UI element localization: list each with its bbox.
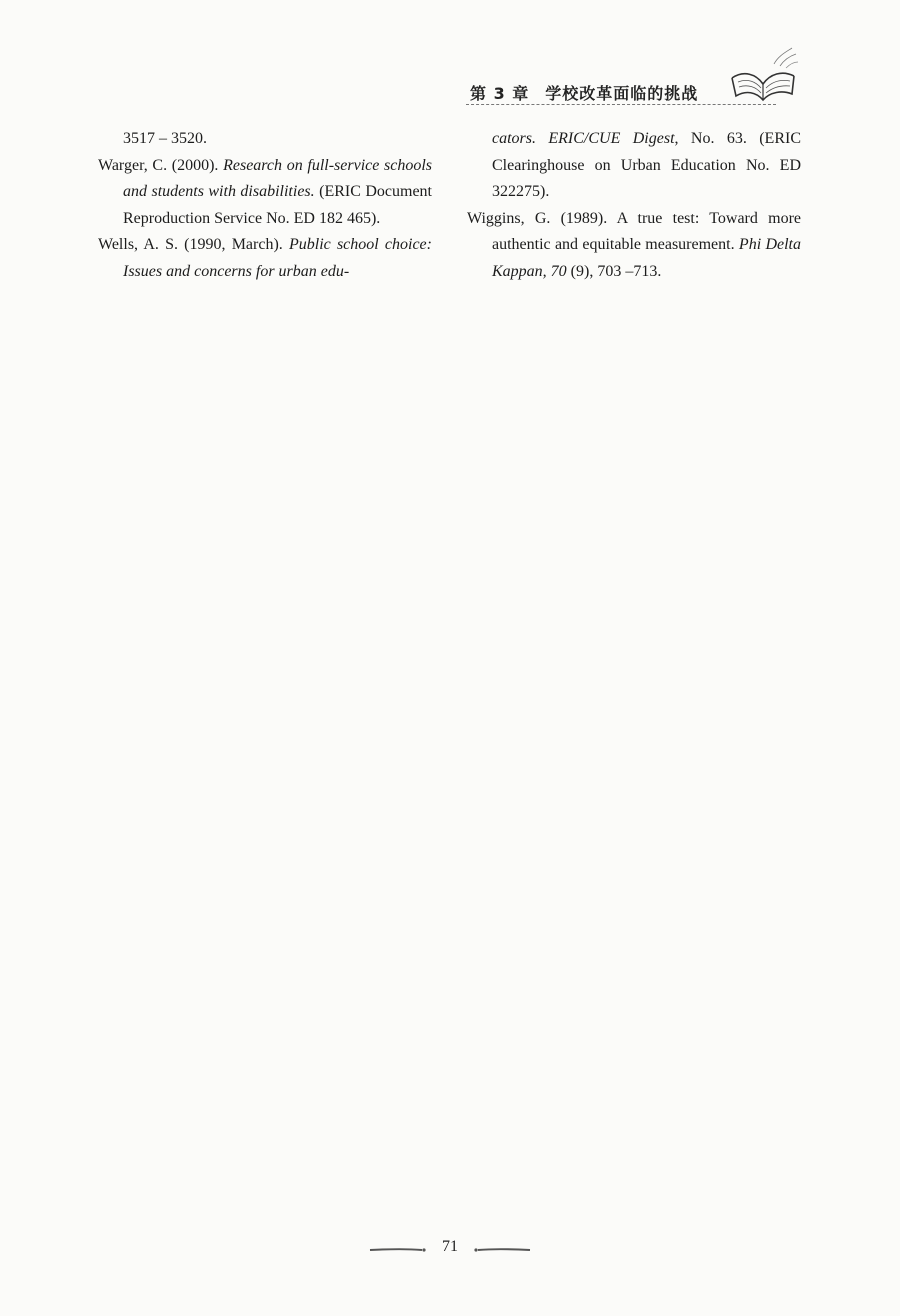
reference-author: Wells, A. S. (1990, March).: [98, 236, 289, 254]
reference-entry: [98, 153, 432, 233]
reference-author: Warger, C. (2000).: [98, 156, 224, 174]
reference-continuation: [467, 126, 801, 206]
reference-journal: Phi Delta Kappan, 70: [492, 236, 801, 280]
chapter-label: 第 3 章: [470, 84, 530, 103]
page-footer: [360, 1238, 540, 1262]
reference-title: Research on full-service schools and students with disabilities.: [123, 156, 433, 201]
reference-author-title: Wiggins, G. (1989). A true test: Toward more authentic and equitable measurement.: [467, 209, 801, 254]
chapter-title: 学校改革面临的挑战: [545, 84, 699, 103]
left-column: [98, 126, 432, 286]
reference-title: Public school choice: Issues and concerns for urban edu-: [123, 236, 432, 280]
open-book-icon: [726, 44, 800, 106]
reference-continuation: [98, 126, 432, 153]
reference-entry: [467, 206, 801, 286]
reference-source: , No. 63. (ERIC Clearinghouse on Urban Education No. ED 322275).: [492, 130, 802, 201]
header-text: [470, 81, 698, 104]
reference-source: (ERIC Document Reproduction Service No. ED 182 465).: [123, 183, 432, 227]
reference-title: cators. ERIC/CUE Digest: [492, 130, 675, 147]
page-number: 71: [442, 1238, 458, 1255]
reference-pages: (9), 703 –713.: [566, 262, 662, 280]
reference-text: 3517 – 3520.: [123, 130, 207, 147]
reference-entry: [98, 232, 432, 285]
right-column: [467, 126, 801, 286]
